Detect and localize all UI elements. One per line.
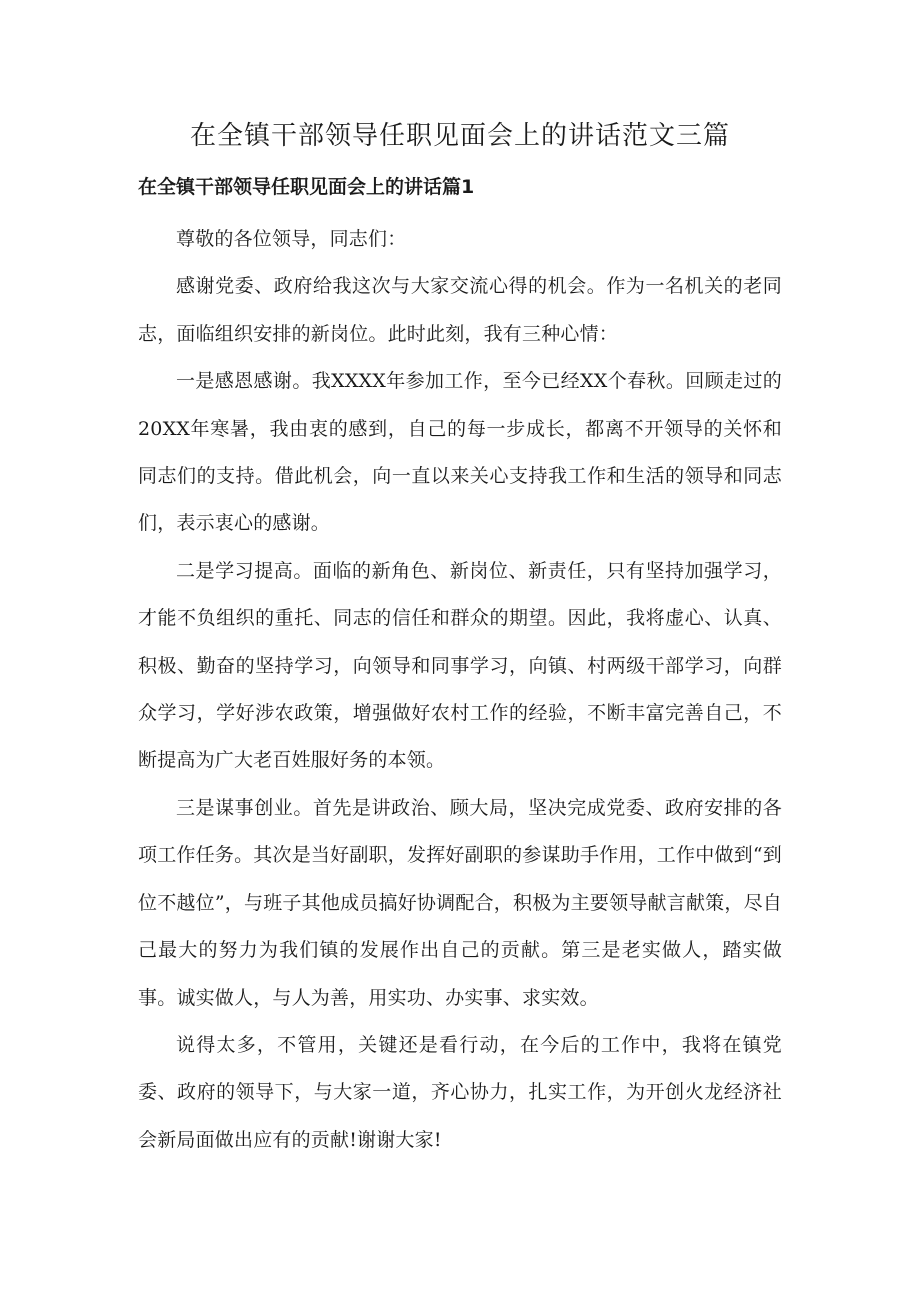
body-paragraph: 二是学习提高。面临的新角色、新岗位、新责任，只有坚持加强学习，才能不负组织的重托、同志的信任和群众的期望。因此，我将虚心、认真、积极、勤奋的坚持学习，向领导和同事学习，向镇、村两级干部学习，向群众学习，学好涉农政策，增强做好农村工作的经验，不断丰富完善自己，不断提高为广大老百姓服好务的本领。 xyxy=(138,559,782,772)
body-paragraph: 三是谋事创业。首先是讲政治、顾大局，坚决完成党委、政府安排的各项工作任务。其次是当好副职，发挥好副职的参谋助手作用，工作中做到“到位不越位”，与班子其他成员搞好协调配合，积极为主要领导献言献策，尽自己最大的努力为我们镇的发展作出自己的贡献。第三是老实做人，踏实做事。诚实做人，与人为善，用实功、办实事、求实效。 xyxy=(138,796,782,1009)
section-heading: 在全镇干部领导任职见面会上的讲话篇1 xyxy=(138,176,475,198)
body-paragraph: 感谢党委、政府给我这次与大家交流心得的机会。作为一名机关的老同志，面临组织安排的新岗位。此时此刻，我有三种心情： xyxy=(138,275,782,345)
document-body xyxy=(138,216,782,1164)
closing-paragraph: 说得太多，不管用，关键还是看行动，在今后的工作中，我将在镇党委、政府的领导下，与大家一道，齐心协力，扎实工作，为开创火龙经济社会新局面做出应有的贡献!谢谢大家! xyxy=(138,1033,782,1151)
document-title: 在全镇干部领导任职见面会上的讲话范文三篇 xyxy=(189,121,730,151)
body-paragraph: 一是感恩感谢。我XXXX年参加工作，至今已经XX个春秋。回顾走过的20XX年寒暑，我由衷的感到，自己的每一步成长，都离不开领导的关怀和同志们的支持。借此机会，向一直以来关心支持我工作和生活的领导和同志们，表示衷心的感谢。 xyxy=(138,370,782,535)
greeting-paragraph: 尊敬的各位领导，同志们： xyxy=(176,228,407,250)
